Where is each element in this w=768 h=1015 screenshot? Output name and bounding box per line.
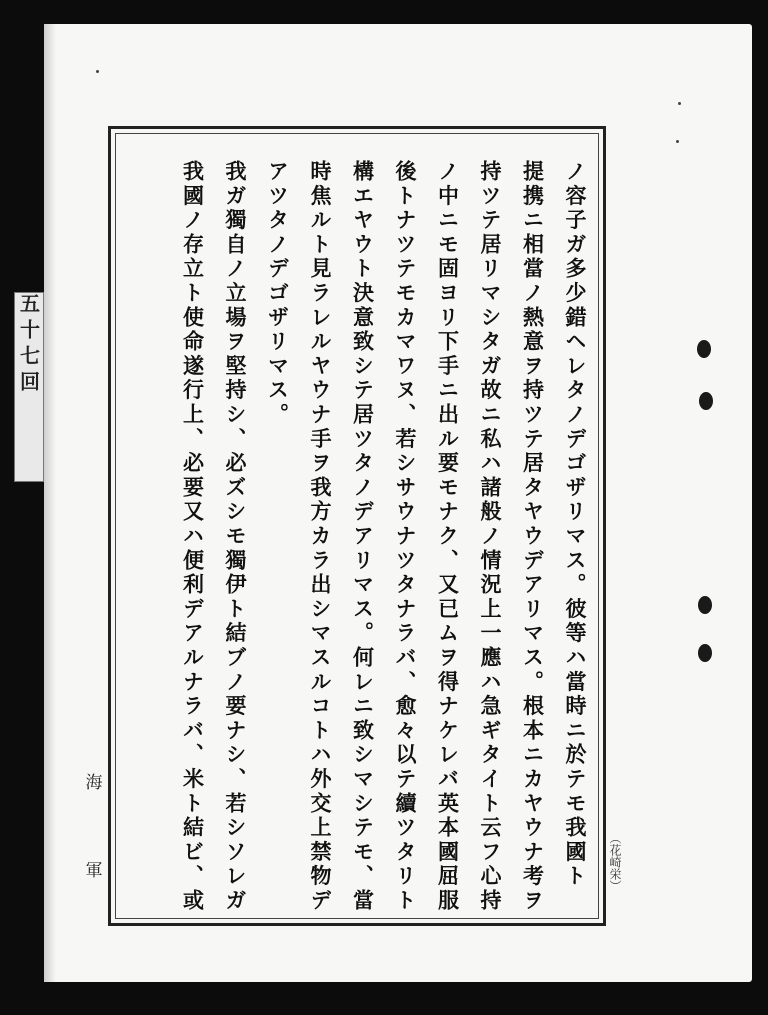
punch-hole-2	[699, 392, 713, 410]
punch-hole-3	[698, 596, 712, 614]
binding-tab-label: 五十七回	[14, 292, 44, 482]
text-column: 我ガ獨自ノ立場ヲ堅持シ、必ズシモ獨伊ト結ブノ要ナシ、若シソレガ	[223, 160, 248, 914]
speaker-annotation: （花崎栄）	[608, 832, 622, 892]
paper-speck	[96, 70, 99, 73]
margin-label-navy-1: 海	[85, 773, 103, 793]
text-column: 時焦ルト見ラレルヤウナ手ヲ我方カラ出シマスルコトハ外交上禁物デ	[308, 160, 333, 914]
punch-hole-4	[698, 644, 712, 662]
text-column: 持ツテ居リマシタガ故ニ私ハ諸般ノ情況上一應ハ急ギタイト云フ心持	[478, 160, 503, 914]
text-column: ノ容子ガ多少錯ヘレタノデゴザリマス。彼等ハ當時ニ於テモ我國ト	[563, 160, 588, 889]
paper-speck	[678, 102, 681, 105]
text-column: ノ中ニモ固ヨリ下手ニ出ル要モナク、又已ムヲ得ナケレバ英本國屈服	[435, 160, 461, 914]
vertical-body-text	[136, 160, 596, 916]
text-column: アツタノデゴザリマス。	[265, 160, 291, 428]
margin-label-navy-2: 軍	[85, 861, 103, 881]
text-column: 後トナツテモカマワヌ、若シサウナツタナラバ、愈々以テ續ツタリト	[393, 160, 418, 914]
text-column: 提携ニ相當ノ熱意ヲ持ツテ居タヤウデアリマス。根本ニカヤウナ考ヲ	[520, 160, 546, 914]
paper-speck	[676, 140, 679, 143]
page-edge-shadow	[44, 24, 56, 982]
text-column: 構エヤウト決意致シテ居ツタノデアリマス。何レニ致シマシテモ、當	[350, 160, 376, 914]
text-column: 我國ノ存立ト使命遂行上、必要又ハ便利デアルナラバ、米ト結ビ、或	[180, 160, 206, 914]
punch-hole-1	[697, 340, 711, 358]
